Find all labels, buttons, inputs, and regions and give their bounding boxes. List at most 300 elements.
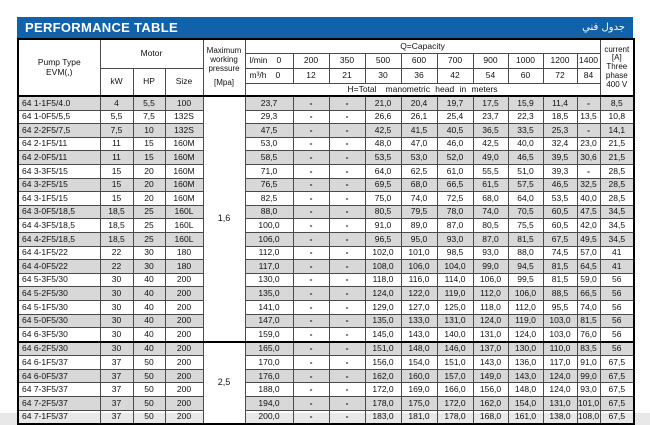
data-cell: 127,0: [401, 300, 437, 314]
data-cell: 46,5: [508, 151, 543, 165]
pump-model-cell: 64 4-2F5/18,5: [18, 232, 100, 246]
data-cell: -: [293, 328, 329, 342]
data-cell: -: [329, 124, 365, 138]
data-cell: -: [329, 164, 365, 178]
data-cell: 100,0: [245, 219, 293, 233]
data-cell: 122,0: [401, 287, 437, 301]
data-cell: 200: [165, 342, 203, 356]
data-cell: 147,0: [245, 314, 293, 328]
data-cell: -: [577, 124, 600, 138]
data-cell: 74,0: [577, 300, 600, 314]
total-head-label: H=Total: [347, 83, 377, 94]
data-cell: -: [577, 164, 600, 178]
data-cell: 183,0: [365, 410, 401, 424]
data-cell: 101,0: [577, 397, 600, 411]
current-value-cell: 21,5: [600, 151, 634, 165]
size-header: Size: [165, 68, 203, 96]
data-cell: 70,5: [508, 205, 543, 219]
data-cell: 30: [100, 314, 133, 328]
table-row: [18, 96, 634, 110]
data-cell: 4: [100, 96, 133, 110]
current-value-cell: 28,5: [600, 192, 634, 206]
pump-model-cell: 64 6-1F5/37: [18, 356, 100, 370]
data-cell: 138,0: [543, 410, 577, 424]
data-cell: 40,5: [437, 124, 473, 138]
data-cell: 82,5: [245, 192, 293, 206]
data-cell: 18,5: [100, 205, 133, 219]
data-cell: 47,5: [577, 205, 600, 219]
data-cell: 42,5: [365, 124, 401, 138]
current-value-cell: 67,5: [600, 356, 634, 370]
total-head-cell: [245, 83, 600, 96]
pump-model-cell: 64 7-3F5/37: [18, 383, 100, 397]
data-cell: 162,0: [473, 397, 508, 411]
data-cell: 57,0: [577, 246, 600, 260]
data-cell: 10: [133, 124, 165, 138]
data-cell: 55,5: [473, 164, 508, 178]
table-body: [18, 96, 634, 424]
data-cell: 32,5: [577, 178, 600, 192]
flow-m3h-value-cell: 54: [473, 68, 508, 83]
data-cell: 135,0: [365, 314, 401, 328]
data-cell: 25: [133, 205, 165, 219]
data-cell: 180: [165, 260, 203, 274]
data-cell: 161,0: [508, 410, 543, 424]
flow-lmin-value-cell: 700: [437, 53, 473, 68]
data-cell: 13,5: [577, 110, 600, 124]
pump-model-cell: 64 6-0F5/37: [18, 369, 100, 383]
flow-m3h-row: [18, 68, 634, 83]
data-cell: 166,0: [437, 383, 473, 397]
table-row: [18, 232, 634, 246]
flow-m3h-value-cell: 21: [329, 68, 365, 83]
data-cell: 37: [100, 369, 133, 383]
current-value-cell: 21,5: [600, 137, 634, 151]
data-cell: 125,0: [437, 300, 473, 314]
data-cell: 112,0: [508, 300, 543, 314]
data-cell: 131,0: [437, 314, 473, 328]
current-value-cell: 67,5: [600, 410, 634, 424]
data-cell: 72,5: [437, 192, 473, 206]
data-cell: 33,5: [508, 124, 543, 138]
data-cell: 37: [100, 410, 133, 424]
data-cell: 18,5: [100, 219, 133, 233]
data-cell: 53,0: [401, 151, 437, 165]
flow-m3h-value-cell: 60: [508, 68, 543, 83]
current-value-cell: 56: [600, 300, 634, 314]
data-cell: 124,0: [543, 369, 577, 383]
pump-model-cell: 64 1-1F5/4.0: [18, 96, 100, 110]
flow-m3h-value-cell: 30: [365, 68, 401, 83]
data-cell: -: [293, 260, 329, 274]
data-cell: 53,5: [543, 192, 577, 206]
data-cell: 15,9: [508, 96, 543, 110]
data-cell: 30: [100, 300, 133, 314]
data-cell: 39,5: [543, 151, 577, 165]
data-cell: -: [293, 356, 329, 370]
data-cell: 169,0: [401, 383, 437, 397]
data-cell: 143,0: [401, 328, 437, 342]
data-cell: 162,0: [365, 369, 401, 383]
data-cell: 141,0: [245, 300, 293, 314]
data-cell: 99,5: [508, 273, 543, 287]
data-cell: 159,0: [245, 328, 293, 342]
pump-series-label: EVM(,): [46, 66, 73, 77]
data-cell: 64,5: [577, 260, 600, 274]
data-cell: 23,7: [473, 110, 508, 124]
data-cell: 102,0: [365, 246, 401, 260]
data-cell: 15: [100, 164, 133, 178]
data-cell: -: [293, 273, 329, 287]
data-cell: 143,0: [508, 369, 543, 383]
table-row: [18, 124, 634, 138]
data-cell: 18,5: [543, 110, 577, 124]
data-cell: -: [293, 110, 329, 124]
data-cell: -: [293, 151, 329, 165]
data-cell: 49,5: [577, 232, 600, 246]
data-cell: -: [293, 219, 329, 233]
data-cell: 52,0: [437, 151, 473, 165]
current-value-cell: 41: [600, 260, 634, 274]
data-cell: 104,0: [437, 260, 473, 274]
pump-model-cell: 64 6-3F5/30: [18, 328, 100, 342]
data-cell: 124,0: [365, 287, 401, 301]
data-cell: 168,0: [473, 410, 508, 424]
data-cell: -: [293, 383, 329, 397]
capacity-header: Q=Capacity: [245, 39, 600, 53]
table-row: [18, 205, 634, 219]
flow-m3h-value-cell: 42: [437, 68, 473, 83]
data-cell: 93,0: [437, 232, 473, 246]
data-cell: 140,0: [437, 328, 473, 342]
flow-lmin-value-cell: 1000: [508, 53, 543, 68]
data-cell: 99,0: [473, 260, 508, 274]
pump-model-cell: 64 7-2F5/37: [18, 397, 100, 411]
data-cell: 81,5: [543, 260, 577, 274]
flow-lmin-value-cell: 500: [365, 53, 401, 68]
data-cell: 181,0: [401, 410, 437, 424]
data-cell: 64,0: [508, 192, 543, 206]
m3h-unit-label: m³/h: [249, 69, 267, 80]
data-cell: 200: [165, 300, 203, 314]
data-cell: 37: [100, 356, 133, 370]
data-cell: -: [329, 110, 365, 124]
data-cell: 26,1: [401, 110, 437, 124]
data-cell: 200: [165, 287, 203, 301]
data-cell: 170,0: [245, 356, 293, 370]
current-header-line2: [A]: [611, 53, 622, 63]
data-cell: 22: [100, 246, 133, 260]
data-cell: 79,5: [401, 205, 437, 219]
current-value-cell: 56: [600, 273, 634, 287]
table-row: [18, 192, 634, 206]
data-cell: 101,0: [401, 246, 437, 260]
data-cell: 61,5: [473, 178, 508, 192]
data-cell: 67,5: [543, 232, 577, 246]
data-cell: 96,5: [365, 232, 401, 246]
pump-model-cell: 64 1-0F5/5,5: [18, 110, 100, 124]
data-cell: 40: [133, 273, 165, 287]
data-cell: 112,0: [245, 246, 293, 260]
data-cell: 151,0: [437, 356, 473, 370]
data-cell: 200: [165, 314, 203, 328]
table-row: [18, 219, 634, 233]
data-cell: 200: [165, 328, 203, 342]
data-cell: 18,5: [100, 232, 133, 246]
data-cell: 200: [165, 356, 203, 370]
data-cell: 29,3: [245, 110, 293, 124]
data-cell: 11: [100, 151, 133, 165]
data-cell: 11,4: [543, 96, 577, 110]
data-cell: 76,5: [245, 178, 293, 192]
data-cell: 40: [133, 300, 165, 314]
current-value-cell: 14,1: [600, 124, 634, 138]
data-cell: 58,5: [245, 151, 293, 165]
data-cell: 7,5: [100, 124, 133, 138]
pump-model-cell: 64 4-1F5/22: [18, 246, 100, 260]
data-cell: 57,5: [508, 178, 543, 192]
data-cell: 80,5: [473, 219, 508, 233]
data-cell: -: [293, 342, 329, 356]
data-cell: 50: [133, 410, 165, 424]
data-cell: 156,0: [365, 356, 401, 370]
data-cell: 15: [133, 137, 165, 151]
data-cell: 116,0: [401, 273, 437, 287]
data-cell: 200: [165, 397, 203, 411]
table-row: [18, 137, 634, 151]
data-cell: 200: [165, 410, 203, 424]
data-cell: 130,0: [508, 342, 543, 356]
data-cell: -: [329, 96, 365, 110]
data-cell: 7,5: [133, 110, 165, 124]
data-cell: 30: [100, 328, 133, 342]
current-value-cell: 28,5: [600, 164, 634, 178]
data-cell: 61,0: [437, 164, 473, 178]
data-cell: 106,0: [508, 287, 543, 301]
data-cell: 156,0: [473, 383, 508, 397]
current-header-line3: Three: [606, 62, 628, 72]
data-cell: 66,5: [577, 287, 600, 301]
current-value-cell: 41: [600, 246, 634, 260]
pump-model-cell: 64 4-3F5/18,5: [18, 219, 100, 233]
page-title: PERFORMANCE TABLE: [25, 20, 178, 35]
data-cell: -: [329, 246, 365, 260]
data-cell: -: [577, 96, 600, 110]
data-cell: 53,0: [245, 137, 293, 151]
data-cell: 151,0: [365, 342, 401, 356]
data-cell: 64,0: [365, 164, 401, 178]
current-header-line4: phase: [605, 70, 628, 80]
current-value-cell: 34,5: [600, 219, 634, 233]
data-cell: 74,0: [401, 192, 437, 206]
m3h-zero-value: 0: [275, 69, 281, 80]
flow-m3h-value-cell: 36: [401, 68, 437, 83]
data-cell: 30: [100, 287, 133, 301]
data-cell: 40: [133, 287, 165, 301]
data-cell: 160,0: [401, 369, 437, 383]
data-cell: -: [329, 369, 365, 383]
header-row-1: [18, 39, 634, 53]
table-row: [18, 369, 634, 383]
pump-model-cell: 64 3-1F5/15: [18, 192, 100, 206]
data-cell: -: [293, 137, 329, 151]
table-row: [18, 397, 634, 411]
data-cell: 157,0: [437, 369, 473, 383]
data-cell: 118,0: [473, 300, 508, 314]
table-row: [18, 151, 634, 165]
page-title-arabic: جدول فني: [582, 22, 625, 33]
data-cell: 30: [133, 246, 165, 260]
data-cell: 112,0: [473, 287, 508, 301]
data-cell: 60,5: [543, 219, 577, 233]
data-cell: 143,0: [473, 356, 508, 370]
data-cell: 50: [133, 369, 165, 383]
table-row: [18, 273, 634, 287]
data-cell: 175,0: [401, 397, 437, 411]
flow-lmin-value-cell: 1200: [543, 53, 577, 68]
current-value-cell: 8,5: [600, 96, 634, 110]
data-cell: -: [329, 192, 365, 206]
data-cell: 40: [133, 328, 165, 342]
data-cell: 160M: [165, 137, 203, 151]
data-cell: 26,6: [365, 110, 401, 124]
data-cell: 129,0: [365, 300, 401, 314]
data-cell: 21,0: [365, 96, 401, 110]
data-cell: 59,0: [577, 273, 600, 287]
pump-model-cell: 64 4-0F5/22: [18, 260, 100, 274]
data-cell: 103,0: [543, 328, 577, 342]
data-cell: 108,0: [365, 260, 401, 274]
pump-model-cell: 64 5-0F5/30: [18, 314, 100, 328]
pump-model-cell: 64 2-2F5/7,5: [18, 124, 100, 138]
data-cell: 108,0: [577, 410, 600, 424]
data-cell: 50: [133, 356, 165, 370]
data-cell: 42,5: [473, 137, 508, 151]
flow-lmin-value-cell: 1400: [577, 53, 600, 68]
data-cell: 91,0: [577, 356, 600, 370]
data-cell: 132S: [165, 110, 203, 124]
data-cell: 106,0: [245, 232, 293, 246]
flow-m3h-value-cell: 72: [543, 68, 577, 83]
current-value-cell: 34,5: [600, 232, 634, 246]
data-cell: 23,7: [245, 96, 293, 110]
data-cell: 100: [165, 96, 203, 110]
kw-header: kW: [100, 68, 133, 96]
data-cell: 53,5: [365, 151, 401, 165]
data-cell: 160M: [165, 178, 203, 192]
data-cell: 60,5: [543, 205, 577, 219]
data-cell: 25,4: [437, 110, 473, 124]
data-cell: -: [293, 369, 329, 383]
pump-model-cell: 64 2-0F5/11: [18, 151, 100, 165]
data-cell: -: [293, 96, 329, 110]
pump-model-cell: 64 3-2F5/15: [18, 178, 100, 192]
data-cell: -: [293, 314, 329, 328]
data-cell: -: [293, 300, 329, 314]
data-cell: 78,0: [437, 205, 473, 219]
data-cell: 87,0: [473, 232, 508, 246]
data-cell: -: [329, 260, 365, 274]
data-cell: 160L: [165, 205, 203, 219]
data-cell: 69,5: [365, 178, 401, 192]
data-cell: 146,0: [437, 342, 473, 356]
data-cell: 74,0: [473, 205, 508, 219]
data-cell: 124,0: [543, 383, 577, 397]
data-cell: 131,0: [473, 328, 508, 342]
data-cell: -: [329, 137, 365, 151]
data-cell: 119,0: [508, 314, 543, 328]
data-cell: -: [329, 287, 365, 301]
data-cell: 20,4: [401, 96, 437, 110]
pressure-header-line2: working: [210, 54, 238, 64]
data-cell: 137,0: [473, 342, 508, 356]
current-value-cell: 67,5: [600, 369, 634, 383]
table-header: [18, 39, 634, 96]
data-cell: -: [329, 410, 365, 424]
table-row: [18, 178, 634, 192]
data-cell: 160L: [165, 232, 203, 246]
motor-header: Motor: [100, 39, 203, 68]
data-cell: -: [293, 410, 329, 424]
title-bar: [17, 17, 633, 38]
data-cell: 50: [133, 383, 165, 397]
data-cell: 148,0: [508, 383, 543, 397]
data-cell: 149,0: [473, 369, 508, 383]
data-cell: 75,5: [508, 219, 543, 233]
data-cell: 118,0: [365, 273, 401, 287]
current-header-line5: 400 V: [606, 79, 628, 89]
data-cell: 15: [133, 151, 165, 165]
current-value-cell: 34,5: [600, 205, 634, 219]
data-cell: -: [293, 124, 329, 138]
data-cell: 22: [100, 260, 133, 274]
data-cell: 172,0: [365, 383, 401, 397]
data-cell: 30: [133, 260, 165, 274]
data-cell: 95,0: [401, 232, 437, 246]
data-cell: 39,3: [543, 164, 577, 178]
current-value-cell: 67,5: [600, 383, 634, 397]
data-cell: 23,0: [577, 137, 600, 151]
data-cell: 5,5: [100, 110, 133, 124]
data-cell: 42,0: [577, 219, 600, 233]
data-cell: 68,0: [473, 192, 508, 206]
data-cell: 40,0: [508, 137, 543, 151]
pressure-value-cell: 1,6: [203, 96, 245, 342]
current-value-cell: 10,8: [600, 110, 634, 124]
data-cell: 145,0: [365, 328, 401, 342]
data-cell: 88,0: [245, 205, 293, 219]
data-cell: 41,5: [401, 124, 437, 138]
data-cell: 46,5: [543, 178, 577, 192]
data-cell: 117,0: [245, 260, 293, 274]
data-cell: 93,0: [577, 383, 600, 397]
data-cell: 37: [100, 383, 133, 397]
data-cell: 40: [133, 342, 165, 356]
data-cell: 154,0: [401, 356, 437, 370]
data-cell: 154,0: [508, 397, 543, 411]
data-cell: 91,0: [365, 219, 401, 233]
data-cell: 81,5: [577, 314, 600, 328]
data-cell: -: [293, 164, 329, 178]
table-row: [18, 328, 634, 342]
data-cell: 36,5: [473, 124, 508, 138]
data-cell: -: [293, 397, 329, 411]
data-cell: 88,0: [508, 246, 543, 260]
data-cell: -: [329, 151, 365, 165]
data-cell: -: [293, 192, 329, 206]
data-cell: 110,0: [543, 342, 577, 356]
data-cell: -: [293, 232, 329, 246]
